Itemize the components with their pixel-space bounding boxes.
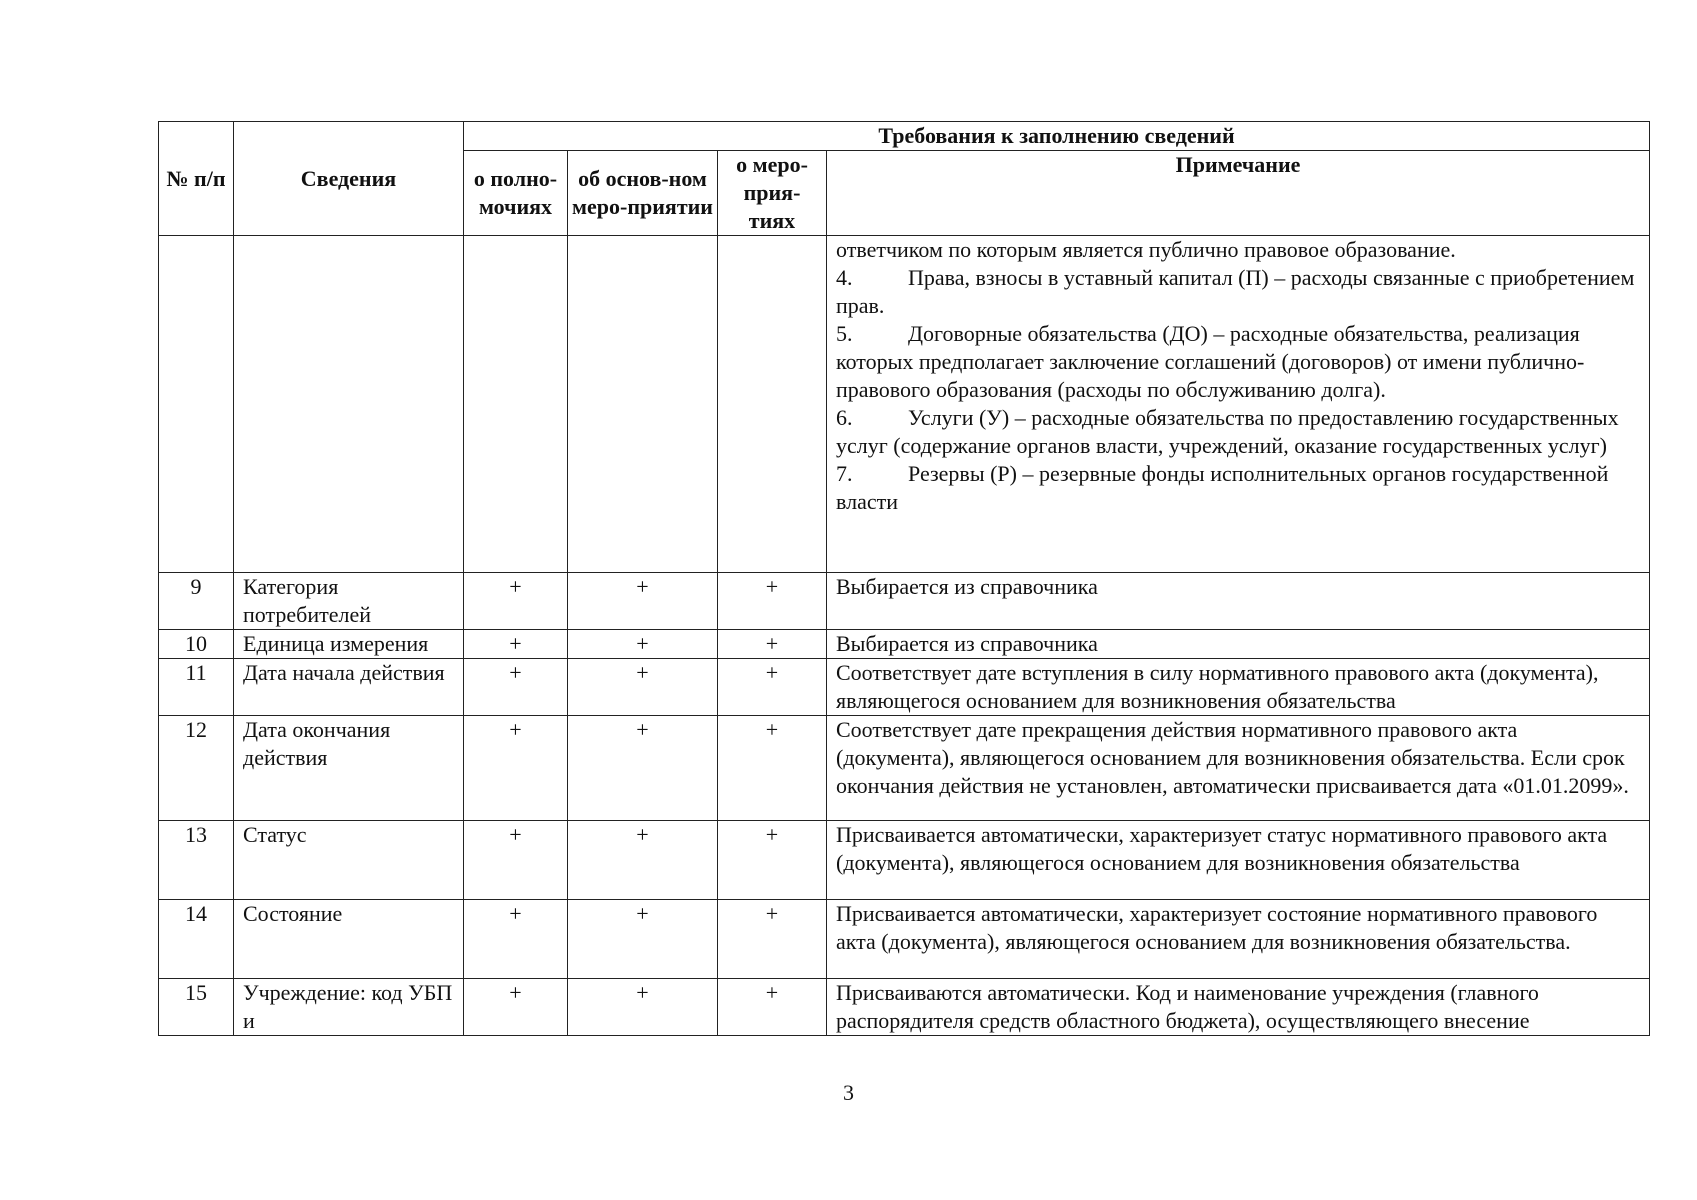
- cell-plus-polnomochiya: +: [464, 979, 568, 1036]
- cell-plus-meropriyatiya: +: [718, 716, 827, 821]
- cell-plus-polnomochiya: +: [464, 900, 568, 979]
- cell-num: 12: [159, 716, 234, 821]
- cell-num: 9: [159, 573, 234, 630]
- note-list-item: [836, 320, 1640, 404]
- cell-plus-osnovnoe: +: [568, 630, 718, 659]
- cell-note-continuation: [827, 236, 1650, 573]
- cell-num: 14: [159, 900, 234, 979]
- note-list-text: Резервы (Р) – резервные фонды исполнительных органов государственной власти: [836, 461, 1609, 514]
- cell-name: Единица измерения: [234, 630, 464, 659]
- cell-plus-meropriyatiya: +: [718, 900, 827, 979]
- cell-plus-osnovnoe: +: [568, 979, 718, 1036]
- table-row: [159, 630, 1650, 659]
- table-row: [159, 573, 1650, 630]
- header-col-meropriyatiya: о меро-прия-тиях: [718, 151, 827, 236]
- cell-name: Дата окончания действия: [234, 716, 464, 821]
- note-list-number: 7.: [836, 461, 853, 486]
- note-list-number: 6.: [836, 405, 853, 430]
- note-list-text: ответчиком по которым является публично правовое образование.: [836, 237, 1456, 262]
- cell-plus-osnovnoe: +: [568, 900, 718, 979]
- cell-name: [234, 236, 464, 573]
- note-list-number: 4.: [836, 265, 853, 290]
- table-row: [159, 716, 1650, 821]
- cell-plus-polnomochiya: +: [464, 659, 568, 716]
- cell-name: Дата начала действия: [234, 659, 464, 716]
- note-list-item: [836, 236, 1640, 264]
- header-svedeniya: Сведения: [234, 122, 464, 236]
- table-row: [159, 900, 1650, 979]
- header-num: № п/п: [159, 122, 234, 236]
- cell-note: Присваиваются автоматически. Код и наименование учреждения (главного распорядителя средств областного бюджета), осуществляющего внесение: [827, 979, 1650, 1036]
- note-list-text: Услуги (У) – расходные обязательства по предоставлению государственных услуг (содержание органов власти, учреждений, оказание государственных услуг): [836, 405, 1619, 458]
- table-row-continuation: [159, 236, 1650, 573]
- cell-c3: [718, 236, 827, 573]
- cell-name: Категория потребителей: [234, 573, 464, 630]
- header-col-polnomochiya: о полно-мочиях: [464, 151, 568, 236]
- cell-plus-meropriyatiya: +: [718, 821, 827, 900]
- note-list-item: [836, 404, 1640, 460]
- cell-c2: [568, 236, 718, 573]
- cell-note: Присваивается автоматически, характеризует состояние нормативного правового акта (документа), являющегося основанием для возникновения обязательства.: [827, 900, 1650, 979]
- cell-plus-meropriyatiya: +: [718, 630, 827, 659]
- cell-name: Состояние: [234, 900, 464, 979]
- cell-note: Соответствует дате прекращения действия нормативного правового акта (документа), являющегося основанием для возникновения обязательства. Если срок окончания действия не установлен, автоматически присваивается дата «01.01.2099».: [827, 716, 1650, 821]
- note-list-number: 5.: [836, 321, 853, 346]
- cell-num: 11: [159, 659, 234, 716]
- cell-plus-polnomochiya: +: [464, 630, 568, 659]
- cell-note: Выбирается из справочника: [827, 573, 1650, 630]
- cell-plus-osnovnoe: +: [568, 821, 718, 900]
- table-row: [159, 659, 1650, 716]
- cell-plus-polnomochiya: +: [464, 716, 568, 821]
- page-number: 3: [843, 1080, 854, 1105]
- note-list-item: [836, 460, 1640, 516]
- cell-note: Выбирается из справочника: [827, 630, 1650, 659]
- cell-plus-polnomochiya: +: [464, 821, 568, 900]
- cell-plus-meropriyatiya: +: [718, 573, 827, 630]
- cell-plus-meropriyatiya: +: [718, 979, 827, 1036]
- table-row: [159, 821, 1650, 900]
- cell-plus-meropriyatiya: +: [718, 659, 827, 716]
- cell-c1: [464, 236, 568, 573]
- table-row: [159, 979, 1650, 1036]
- header-col-osnovnoe: об основ-ном меро-приятии: [568, 151, 718, 236]
- cell-num: 13: [159, 821, 234, 900]
- cell-plus-osnovnoe: +: [568, 716, 718, 821]
- cell-name: Учреждение: код УБП и: [234, 979, 464, 1036]
- note-list-text: Договорные обязательства (ДО) – расходные обязательства, реализация которых предполагает заключение соглашений (договоров) от имени публично-правового образования (расходы по обслуживанию долга).: [836, 321, 1585, 402]
- cell-note: Присваивается автоматически, характеризует статус нормативного правового акта (документа), являющегося основанием для возникновения обязательства: [827, 821, 1650, 900]
- cell-num: [159, 236, 234, 573]
- cell-plus-osnovnoe: +: [568, 659, 718, 716]
- cell-num: 10: [159, 630, 234, 659]
- cell-name: Статус: [234, 821, 464, 900]
- header-requirements: Требования к заполнению сведений: [464, 122, 1650, 151]
- note-list-text: Права, взносы в уставный капитал (П) – расходы связанные с приобретением прав.: [836, 265, 1635, 318]
- cell-plus-osnovnoe: +: [568, 573, 718, 630]
- note-list-item: [836, 264, 1640, 320]
- cell-plus-polnomochiya: +: [464, 573, 568, 630]
- cell-note: Соответствует дате вступления в силу нормативного правового акта (документа), являющегося основанием для возникновения обязательства: [827, 659, 1650, 716]
- cell-num: 15: [159, 979, 234, 1036]
- requirements-table: [158, 121, 1650, 1036]
- header-col-primechanie: Примечание: [827, 151, 1650, 236]
